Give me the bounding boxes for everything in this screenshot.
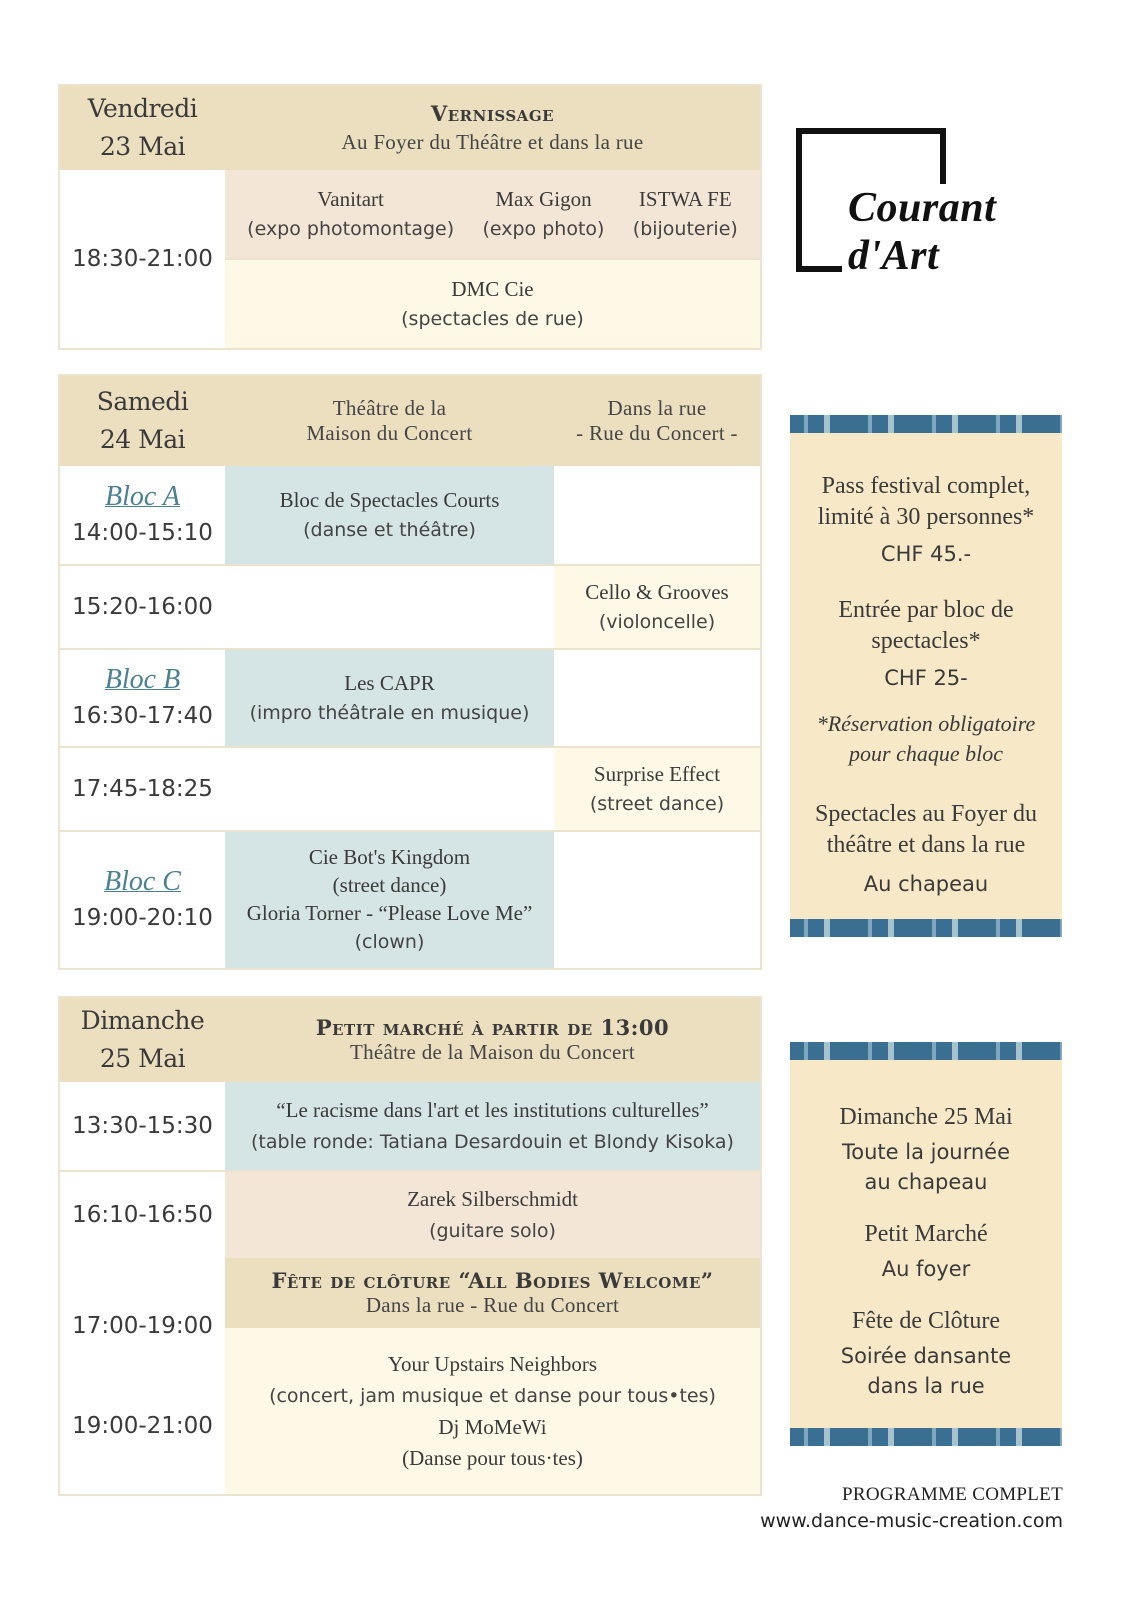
time-text: 14:00-15:10 bbox=[72, 520, 213, 546]
closing-title: Fête de Clôture bbox=[852, 1308, 1000, 1334]
panel-stripe-bottom bbox=[790, 1428, 1062, 1446]
saturday-table bbox=[58, 374, 762, 970]
venue-line: Dans la rue bbox=[607, 396, 707, 420]
act-desc: (street dance) bbox=[589, 793, 725, 815]
time-text: 17:45-18:25 bbox=[72, 776, 213, 802]
venue-street-header bbox=[554, 376, 760, 466]
sunday-date: 25 Mai bbox=[99, 1044, 186, 1073]
act-name: Your Upstairs Neighbors bbox=[387, 1352, 598, 1376]
saturday-day: Samedi bbox=[96, 387, 189, 416]
friday-date: 23 Mai bbox=[99, 132, 186, 161]
empty-cell bbox=[554, 466, 760, 564]
act-name: ISTWA FE bbox=[638, 187, 732, 211]
pass-title: Pass festival complet, limité à 30 personnes* bbox=[817, 473, 1035, 530]
act-desc: (expo photomontage) bbox=[247, 218, 455, 240]
time-cell bbox=[60, 830, 225, 968]
sunday-event-location: Théâtre de la Maison du Concert bbox=[349, 1040, 636, 1064]
act-name: Vanitart bbox=[317, 187, 384, 211]
venue-line: Maison du Concert bbox=[306, 421, 473, 445]
act-name: Zarek Silberschmidt bbox=[407, 1187, 578, 1211]
act-name: Surprise Effect bbox=[593, 762, 721, 786]
empty-cell bbox=[225, 746, 554, 830]
foyer-price: Au chapeau bbox=[863, 872, 989, 896]
act-desc: (concert, jam musique et danse pour tous•tes) bbox=[269, 1385, 716, 1407]
friday-day: Vendredi bbox=[87, 94, 198, 123]
friday-act bbox=[247, 184, 454, 244]
act-name: Gloria Torner - “Please Love Me” bbox=[246, 901, 533, 925]
closing-acts-cell bbox=[225, 1328, 760, 1494]
empty-cell bbox=[225, 564, 554, 648]
sunday-event-header bbox=[225, 998, 760, 1082]
friday-street-row bbox=[225, 258, 760, 348]
footer bbox=[760, 1484, 1063, 1532]
act-desc: (impro théâtrale en musique) bbox=[249, 702, 530, 724]
sunday-panel bbox=[790, 1042, 1062, 1446]
friday-event-title: Vernissage bbox=[430, 101, 555, 126]
saturday-day-cell bbox=[60, 376, 225, 466]
friday-event-location: Au Foyer du Théâtre et dans la rue bbox=[341, 130, 644, 154]
closing-line: Soirée dansante bbox=[840, 1344, 1012, 1368]
market-location: Au foyer bbox=[881, 1257, 971, 1281]
bloc-label: Bloc B bbox=[104, 664, 181, 695]
closing-header bbox=[225, 1258, 760, 1328]
bloc-label: Bloc A bbox=[105, 481, 180, 512]
friday-table bbox=[58, 84, 762, 350]
act-name: Cie Bot's Kingdom bbox=[308, 845, 471, 869]
closing-time-cell bbox=[60, 1258, 225, 1494]
act-desc: (street dance) bbox=[332, 873, 447, 897]
venue-line: Théâtre de la bbox=[332, 396, 447, 420]
act-desc: (bijouterie) bbox=[632, 218, 738, 240]
friday-day-cell bbox=[60, 86, 225, 170]
saturday-date: 24 Mai bbox=[99, 425, 186, 454]
empty-cell bbox=[554, 830, 760, 968]
act-desc: (table ronde: Tatiana Desardouin et Blondy Kisoka) bbox=[251, 1131, 734, 1153]
entry-price: CHF 25- bbox=[884, 666, 968, 690]
act-cell bbox=[225, 1082, 760, 1170]
closing-location: Dans la rue - Rue du Concert bbox=[365, 1293, 620, 1317]
empty-cell bbox=[554, 648, 760, 746]
act-desc: (expo photo) bbox=[482, 218, 605, 240]
act-desc: (guitare solo) bbox=[429, 1220, 556, 1242]
act-desc: (danse et théâtre) bbox=[303, 519, 476, 541]
friday-acts-row bbox=[225, 170, 760, 258]
act-cell bbox=[554, 746, 760, 830]
act-name: Dj MoMeWi bbox=[438, 1415, 547, 1439]
panel-stripe-top bbox=[790, 1042, 1062, 1060]
sunday-line: au chapeau bbox=[864, 1170, 988, 1194]
time-text: 15:20-16:00 bbox=[72, 594, 213, 620]
time-cell bbox=[60, 746, 225, 830]
act-name: Les CAPR bbox=[344, 671, 435, 695]
friday-act bbox=[482, 184, 604, 244]
footer-label: PROGRAMME COMPLET bbox=[842, 1484, 1063, 1505]
act-desc: (Danse pour tous·tes) bbox=[402, 1446, 583, 1470]
reservation-note: *Réservation obligatoire pour chaque bloc bbox=[816, 711, 1036, 766]
act-desc: (violoncelle) bbox=[598, 611, 716, 633]
sunday-event-title: Petit marché à partir de 13:00 bbox=[315, 1015, 670, 1040]
time-text: 19:00-21:00 bbox=[72, 1413, 213, 1439]
entry-title: Entrée par bloc de spectacles* bbox=[838, 597, 1014, 654]
act-desc: (clown) bbox=[354, 931, 425, 953]
panel-stripe-top bbox=[790, 415, 1062, 433]
act-name: “Le racisme dans l'art et les institutions culturelles” bbox=[276, 1098, 709, 1122]
pass-price: CHF 45.- bbox=[880, 542, 972, 566]
venue-theatre-header bbox=[225, 376, 554, 466]
courant-dart-logo bbox=[794, 126, 1064, 286]
time-text: 16:10-16:50 bbox=[72, 1202, 213, 1228]
foyer-title: Spectacles au Foyer du théâtre et dans la rue bbox=[815, 801, 1037, 858]
act-name: DMC Cie bbox=[451, 277, 534, 301]
logo-text: Courant d'Art bbox=[842, 184, 1064, 280]
closing-title: Fête de clôture “All Bodies Welcome” bbox=[271, 1268, 714, 1293]
act-cell bbox=[225, 648, 554, 746]
time-cell bbox=[60, 466, 225, 564]
footer-url-link[interactable]: www.dance-music-creation.com bbox=[760, 1510, 1063, 1532]
act-name: Max Gigon bbox=[495, 187, 592, 211]
time-text: 19:00-20:10 bbox=[72, 905, 213, 931]
time-cell bbox=[60, 648, 225, 746]
time-text: 16:30-17:40 bbox=[72, 703, 213, 729]
time-cell bbox=[60, 1082, 225, 1170]
sunday-table bbox=[58, 996, 762, 1496]
time-text: 13:30-15:30 bbox=[72, 1113, 213, 1139]
venue-line: - Rue du Concert - bbox=[576, 421, 738, 445]
time-cell bbox=[60, 564, 225, 648]
pricing-panel-body bbox=[790, 433, 1062, 919]
sunday-day-cell bbox=[60, 998, 225, 1082]
act-desc: (spectacles de rue) bbox=[401, 308, 584, 330]
time-cell bbox=[60, 1170, 225, 1258]
friday-time: 18:30-21:00 bbox=[72, 246, 213, 272]
sunday-line: Toute la journée bbox=[841, 1140, 1011, 1164]
closing-line: dans la rue bbox=[867, 1374, 985, 1398]
act-name: Cello & Grooves bbox=[585, 580, 729, 604]
act-cell bbox=[554, 564, 760, 648]
friday-act bbox=[633, 184, 738, 244]
sunday-day: Dimanche bbox=[80, 1006, 205, 1035]
pricing-panel bbox=[790, 415, 1062, 937]
panel-stripe-bottom bbox=[790, 919, 1062, 937]
act-name: Bloc de Spectacles Courts bbox=[279, 488, 500, 512]
friday-time-cell bbox=[60, 170, 225, 348]
act-cell bbox=[225, 1170, 760, 1258]
friday-event-header bbox=[225, 86, 760, 170]
sunday-date: Dimanche 25 Mai bbox=[839, 1104, 1013, 1130]
act-cell bbox=[225, 466, 554, 564]
market-title: Petit Marché bbox=[864, 1221, 988, 1247]
time-text: 17:00-19:00 bbox=[72, 1313, 213, 1339]
act-cell bbox=[225, 830, 554, 968]
bloc-label: Bloc C bbox=[104, 866, 181, 897]
sunday-panel-body bbox=[790, 1060, 1062, 1428]
